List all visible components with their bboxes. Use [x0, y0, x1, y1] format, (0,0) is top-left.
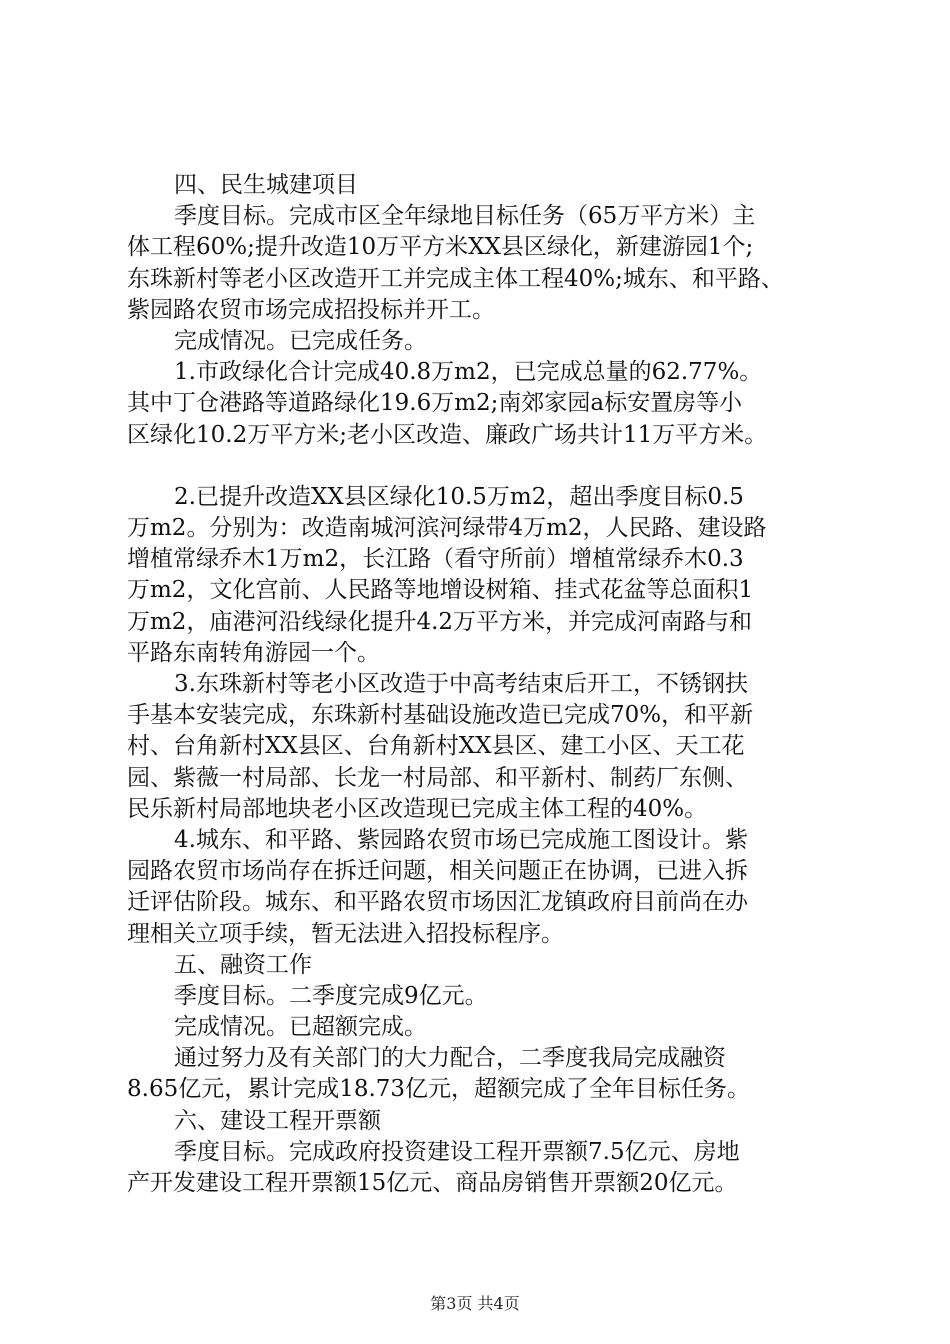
paragraph-line: 8.65亿元，累计完成18.73亿元，超额完成了全年目标任务。 [127, 1076, 751, 1103]
paragraph-line: 万m2，文化宫前、人民路等地增设树箱、挂式花盆等总面积1 [127, 577, 754, 604]
paragraph-line: 3.东珠新村等老小区改造于中高考结束后开工，不锈钢扶 [174, 671, 748, 697]
paragraph-line: 体工程60%;提升改造10万平方米XX县区绿化，新建游园1个; [127, 234, 754, 261]
paragraph-line: 完成情况。已完成任务。 [174, 327, 427, 354]
paragraph-line: 园路农贸市场尚存在拆迁问题，相关问题正在协调，已进入拆 [127, 858, 748, 885]
paragraph-line: 理相关立项手续，暂无法进入招投标程序。 [127, 920, 564, 947]
paragraph-line: 万m2。分别为：改造南城河滨河绿带4万m2，人民路、建设路 [127, 515, 767, 542]
section-heading: 四、民生城建项目 [174, 172, 358, 198]
paragraph-line: 增植常绿乔木1万m2，长江路（看守所前）增植常绿乔木0.3 [127, 546, 744, 573]
paragraph-line: 民乐新村局部地块老小区改造现已完成主体工程的40%。 [127, 795, 708, 822]
document-body [127, 170, 827, 1199]
paragraph-line: 东珠新村等老小区改造开工并完成主体工程40%;城东、和平路、 [127, 265, 784, 292]
paragraph-line: 平路东南转角游园一个。 [127, 639, 380, 666]
paragraph-line: 区绿化10.2万平方米;老小区改造、廉政广场共计11万平方米。 [127, 421, 768, 448]
paragraph-line: 季度目标。完成市区全年绿地目标任务（65万平方米）主 [174, 203, 756, 230]
paragraph-line: 迁评估阶段。城东、和平路农贸市场因汇龙镇政府目前尚在办 [127, 889, 748, 916]
paragraph-line: 季度目标。完成政府投资建设工程开票额7.5亿元、房地 [174, 1138, 740, 1165]
section-heading: 五、融资工作 [174, 951, 312, 978]
paragraph-line: 4.城东、和平路、紫园路农贸市场已完成施工图设计。紫 [174, 826, 748, 853]
paragraph-line: 村、台角新村XX县区、台角新村XX县区、建工小区、天工花 [127, 733, 745, 760]
paragraph-line: 季度目标。二季度完成9亿元。 [174, 982, 488, 1009]
paragraph-line: 园、紫薇一村局部、长龙一村局部、和平新村、制药厂东侧、 [127, 764, 748, 791]
paragraph-spacer [127, 451, 827, 482]
paragraph-line: 其中丁仓港路等道路绿化19.6万m2;南郊家园a标安置房等小 [127, 390, 743, 417]
page-indicator: 第3页 共4页 [430, 1294, 520, 1313]
paragraph-line: 手基本安装完成，东珠新村基础设施改造已完成70%，和平新 [127, 702, 754, 729]
paragraph-line: 紫园路农贸市场完成招投标并开工。 [127, 296, 495, 323]
paragraph-line: 1.市政绿化合计完成40.8万m2，已完成总量的62.77%。 [174, 359, 763, 386]
paragraph-line: 通过努力及有关部门的大力配合，二季度我局完成融资 [174, 1045, 726, 1072]
paragraph-line: 产开发建设工程开票额15亿元、商品房销售开票额20亿元。 [127, 1170, 738, 1196]
paragraph-line: 万m2，庙港河沿线绿化提升4.2万平方米，并完成河南路与和 [127, 608, 753, 635]
section-heading: 六、建设工程开票额 [174, 1107, 381, 1134]
paragraph-line: 2.已提升改造XX县区绿化10.5万m2，超出季度目标0.5 [174, 483, 744, 510]
paragraph-line: 完成情况。已超额完成。 [174, 1014, 427, 1041]
